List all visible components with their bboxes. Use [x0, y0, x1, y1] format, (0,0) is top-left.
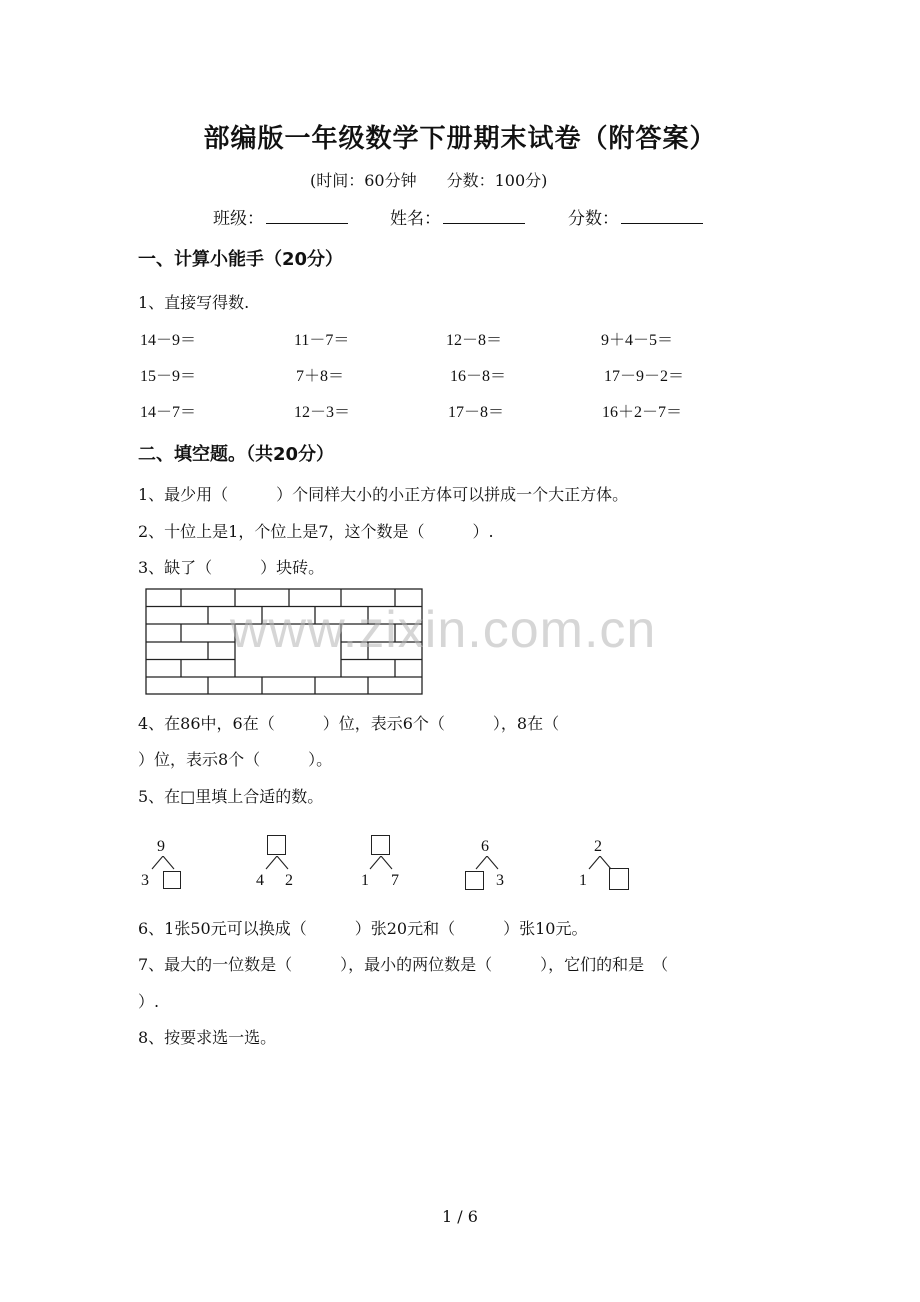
s1-question-1: 1、直接写得数. [138, 293, 250, 312]
bond-answer-box[interactable] [163, 871, 181, 889]
bond-left-number: 4 [256, 872, 264, 889]
score-label: 分数： [568, 209, 619, 229]
number-bond [360, 835, 406, 893]
bond-left-number: 1 [361, 872, 369, 889]
calc-item: 16－8＝ [450, 368, 507, 385]
bond-right-number: 7 [391, 872, 399, 889]
exam-info [310, 168, 577, 191]
s2-question-7-line2: ）. [138, 992, 160, 1011]
bond-answer-box[interactable] [371, 835, 390, 855]
class-blank[interactable] [266, 209, 348, 224]
number-bond [579, 838, 631, 894]
calc-item: 7＋8＝ [296, 368, 345, 385]
bond-answer-box[interactable] [609, 868, 629, 890]
section1-heading: 一、计算小能手（20分） [138, 249, 344, 270]
bond-right-number: 3 [496, 872, 504, 889]
bond-branch-icon [366, 856, 396, 870]
page-number: 1 / 6 [442, 1207, 478, 1226]
bond-branch-icon [262, 856, 292, 870]
score-field [568, 204, 703, 229]
watermark: www.zixin.com.cn [230, 601, 657, 659]
calc-item: 17－8＝ [448, 404, 505, 421]
bond-top-number: 2 [594, 838, 602, 855]
bond-top-number: 6 [481, 838, 489, 855]
name-blank[interactable] [443, 209, 525, 224]
calc-item: 11－7＝ [294, 332, 350, 349]
bond-left-number: 1 [579, 872, 587, 889]
s2-question-1: 1、最少用（ ）个同样大小的小正方体可以拼成一个大正方体。 [138, 485, 629, 504]
name-label: 姓名： [390, 209, 441, 229]
name-field [390, 204, 525, 229]
calc-item: 14－7＝ [140, 404, 197, 421]
section2-heading: 二、填空题。（共20分） [138, 444, 335, 465]
class-label: 班级： [213, 209, 264, 229]
calc-item: 15－9＝ [140, 368, 197, 385]
bond-top-number: 9 [157, 838, 165, 855]
calc-item: 17－9－2＝ [604, 368, 685, 385]
calc-item: 12－3＝ [294, 404, 351, 421]
s2-question-8: 8、按要求选一选。 [138, 1028, 277, 1047]
s2-question-7-line1: 7、最大的一位数是（ ），最小的两位数是（ ），它们的和是 （ [138, 955, 669, 974]
number-bond [141, 838, 183, 894]
s2-question-4-line1: 4、在86中，6在（ ）位，表示6个（ ），8在（ [138, 714, 560, 733]
bond-answer-box[interactable] [267, 835, 286, 855]
number-bond [254, 835, 300, 893]
bond-answer-box[interactable] [465, 871, 484, 890]
bond-right-number: 2 [285, 872, 293, 889]
calc-item: 12－8＝ [446, 332, 503, 349]
bond-branch-icon [472, 856, 502, 870]
s2-question-4-line2: ）位，表示8个（ ）。 [138, 750, 333, 769]
calc-item: 9＋4－5＝ [601, 332, 674, 349]
s2-question-6: 6、1张50元可以换成（ ）张20元和（ ）张10元。 [138, 919, 588, 938]
score-info: 分数：100分) [446, 171, 548, 190]
bond-left-number: 3 [141, 872, 149, 889]
bond-branch-icon [149, 856, 177, 870]
s2-question-5: 5、在□里填上合适的数。 [138, 787, 324, 806]
calc-item: 16＋2－7＝ [602, 404, 683, 421]
page-title: 部编版一年级数学下册期末试卷（附答案） [203, 124, 717, 154]
number-bond [464, 838, 510, 894]
score-blank[interactable] [621, 209, 703, 224]
class-field [213, 204, 348, 229]
s2-question-3: 3、缺了（ ）块砖。 [138, 558, 325, 577]
time-info: (时间：60分钟 [310, 171, 417, 190]
calc-item: 14－9＝ [140, 332, 197, 349]
s2-question-2: 2、十位上是1，个位上是7，这个数是（ ）. [138, 522, 494, 541]
